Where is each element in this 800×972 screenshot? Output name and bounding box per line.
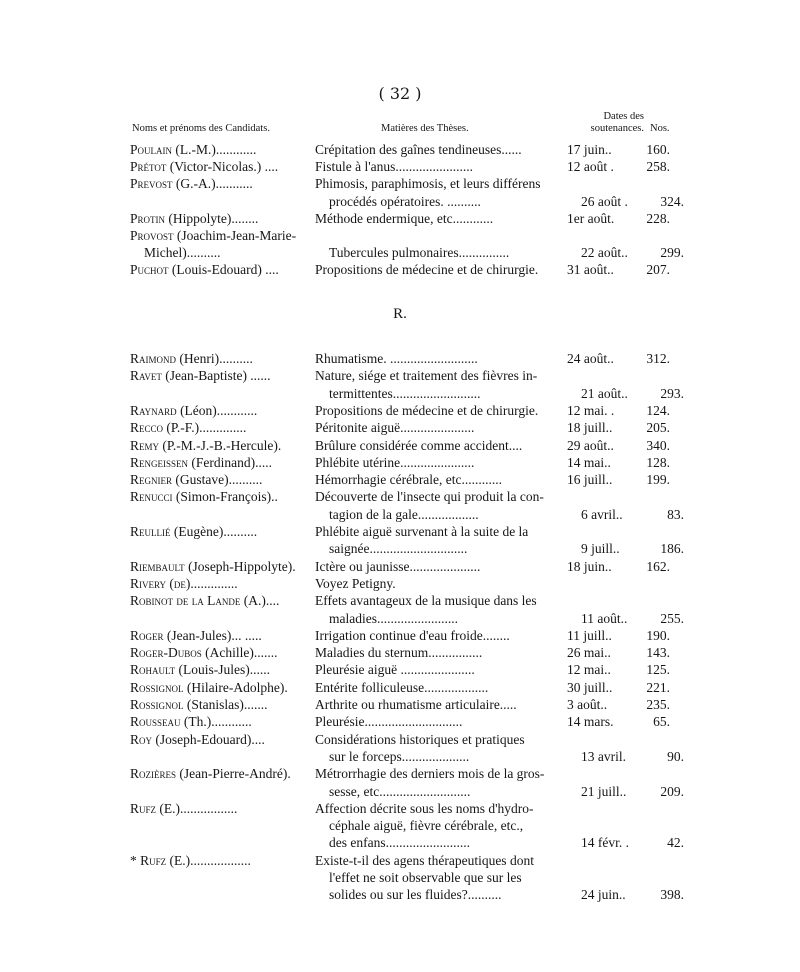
thesis-number [635,852,670,869]
list-item [130,402,670,419]
thesis-subject: Hémorrhagie cérébrale, etc............ [315,472,503,488]
list-item [130,506,684,523]
defense-date: 17 juin.. [567,142,612,157]
defense-date: 9 juill.. [581,541,620,557]
candidate-surname: Rousseau [130,714,181,730]
thesis-subject: des enfans......................... [329,835,470,851]
candidate-name [130,402,315,419]
defense-date: 26 août . [581,193,628,209]
candidate-name [130,627,315,644]
thesis-number [635,575,670,592]
candidate-surname: Roy [130,731,153,747]
defense-date: 13 avril. [581,748,626,764]
candidate-name [130,592,315,609]
list-item [130,696,670,713]
candidate-surname: Protin [130,210,166,226]
thesis-subject: maladies........................ [329,610,458,626]
list-item [130,210,670,227]
list-item [130,817,670,834]
thesis-subject: sesse, etc........................... [329,783,471,799]
defense-date [581,869,649,886]
candidate-given-names: (Stanislas)....... [183,697,268,712]
candidate-given-names: (Joseph-Edouard).... [152,731,265,747]
defense-date: 21 août.. [581,385,628,401]
defense-date [581,817,649,834]
candidate-name [130,385,315,402]
candidate-surname: Recco [130,420,164,436]
thesis-number: 207. [646,262,670,278]
thesis-subject: Fistule à l'anus....................... [315,159,474,175]
thesis-number: 221. [646,679,670,695]
thesis-number [635,175,670,192]
thesis-subject: Propositions de médecine et de chirurgie. [315,262,539,278]
thesis-number [635,592,670,609]
header-dates: Dates des soutenances. [590,111,644,134]
candidate-name [130,713,315,730]
list-item [130,385,684,402]
candidate-surname: Raynard [130,402,177,418]
list-item [130,488,670,505]
thesis-number: 160. [646,142,670,157]
thesis-number: 340. [646,437,670,453]
defense-date: 6 avril.. [581,506,623,522]
thesis-subject: Tubercules pulmonaires............... [329,245,510,261]
candidate-surname: Poulain [130,142,173,157]
candidate-name [130,193,315,210]
candidate-name [130,454,315,471]
candidate-given-names: (Ferdinand)..... [188,454,272,470]
thesis-subject: Nature, siége et traitement des fièvres in- [315,368,538,384]
thesis-subject: Rhumatisme. .......................... [315,351,478,366]
thesis-number: 209. [660,783,684,799]
candidate-name [130,350,315,367]
thesis-number [635,731,670,748]
candidate-name [130,261,315,278]
candidate-given-names: (Victor-Nicolas.) .... [166,159,279,175]
thesis-number: 143. [646,645,670,661]
thesis-subject: Crépitation des gaînes tendineuses...... [315,142,522,157]
list-item [130,765,670,782]
list-item [130,661,670,678]
thesis-subject: céphale aiguë, fièvre cérébrale, etc., [329,818,524,834]
thesis-subject: Pleurésie aiguë ...................... [315,662,475,678]
candidate-surname: Provost [130,228,174,243]
defense-date: 24 août.. [567,351,614,366]
list-item [130,261,670,278]
thesis-subject: Brûlure considérée comme accident.... [315,437,523,453]
list-item [130,731,670,748]
thesis-subject: Méthode endermique, etc............ [315,210,494,226]
candidate-given-names: (P.-F.).............. [163,420,247,436]
candidate-surname: Rossignol [130,697,184,712]
candidate-surname: Rengeissen [130,454,189,470]
page-number: ( 32 ) [378,84,422,103]
candidate-name [130,748,315,765]
candidate-name [130,437,315,454]
candidate-name [130,869,315,886]
candidate-given-names: (Henri).......... [176,351,253,366]
defense-date: 11 juill.. [567,627,612,643]
thesis-number: 255. [660,610,684,626]
thesis-number: 190. [646,627,670,643]
candidate-given-names: (E.).................. [166,852,251,868]
defense-date [567,765,635,782]
candidate-surname: Puchot [130,262,169,278]
defense-date: 22 août.. [581,245,628,261]
thesis-subject: procédés opératoires. .......... [329,193,481,209]
candidate-given-names: (Achille)....... [201,645,278,661]
list-item [130,244,684,261]
list-item [130,748,684,765]
thesis-number: 324. [660,193,684,209]
thesis-subject: l'effet ne soit observable que sur les [329,870,522,885]
thesis-number: 205. [646,420,670,436]
candidate-name [130,765,315,782]
candidate-given-names: (E.)................. [156,800,238,816]
thesis-number [649,869,684,886]
thesis-subject: Maladies du sternum................ [315,645,483,661]
thesis-subject: Voyez Petigny. [315,575,396,591]
thesis-subject: Considérations historiques et pratiques [315,731,525,747]
list-item [130,141,670,158]
list-item [130,367,670,384]
defense-date: 14 févr. . [581,835,629,851]
candidate-name [130,367,315,384]
thesis-number: 199. [646,472,670,488]
thesis-subject: Propositions de médecine et de chirurgie. [315,402,539,418]
thesis-subject: tagion de la gale.................. [329,506,479,522]
candidate-name [130,488,315,505]
candidate-surname: Prétot [130,159,167,175]
list-item [130,437,670,454]
thesis-subject: Phimosis, paraphimosis, et leurs différens [315,176,541,192]
candidate-name [130,506,315,523]
candidate-given-names: (Th.)............ [180,714,252,730]
list-item [130,454,670,471]
thesis-number: 125. [646,662,670,678]
candidate-surname: Roger-Dubos [130,645,202,661]
thesis-number: 65. [653,714,670,730]
thesis-subject: Affection décrite sous les noms d'hydro- [315,800,534,816]
candidate-surname: Riembault [130,558,185,574]
thesis-number [635,800,670,817]
header-number: Nos. [650,123,670,134]
candidate-given-names: (Joseph-Hippolyte). [184,558,296,574]
list-item [130,644,670,661]
list-item [130,419,670,436]
list-item [130,575,670,592]
list-item [130,852,670,869]
list-item [130,523,670,540]
list-item [130,158,670,175]
thesis-number: 228. [646,210,670,226]
list-item [130,175,670,192]
candidate-name [130,158,315,175]
candidate-given-names: (Simon-François).. [172,489,278,505]
list-item [130,679,670,696]
defense-date: 24 juin.. [581,887,626,903]
defense-date [567,800,635,817]
thesis-subject: Existe-t-il des agens thérapeutiques dont [315,852,534,868]
list-item [130,800,670,817]
candidate-surname: Reullié [130,524,171,539]
thesis-subject: Effets avantageux de la musique dans les [315,593,537,609]
defense-date [567,175,635,192]
defense-date: 14 mars. [567,714,614,730]
thesis-number: 124. [646,402,670,418]
thesis-subject: Irrigation continue d'eau froide........ [315,627,510,643]
candidate-given-names: (Jean-Baptiste) ...... [161,368,271,384]
candidate-surname: Remy [130,437,160,453]
list-item [130,592,670,609]
thesis-number: 299. [660,245,684,261]
candidate-surname: Rohault [130,662,176,678]
thesis-number [649,817,684,834]
candidate-name [130,540,315,557]
thesis-number [635,227,670,244]
thesis-subject: Phlébite utérine...................... [315,454,475,470]
defense-date: 12 mai.. [567,662,611,678]
defense-date: 29 août.. [567,437,614,453]
candidate-surname: Rossignol [130,679,184,695]
thesis-number: 293. [660,385,684,401]
candidate-name [130,696,315,713]
candidate-name [130,679,315,696]
thesis-number: 398. [660,887,684,903]
thesis-subject: sur le forceps.................... [329,748,470,764]
defense-date: 31 août.. [567,262,614,278]
candidate-name [130,244,329,261]
defense-date: 12 août . [567,159,614,175]
candidate-surname: * Rufz [130,852,167,868]
thesis-subject: Métrorrhagie des derniers mois de la gros- [315,766,545,782]
defense-date: 3 août.. [567,697,608,712]
candidate-name [130,731,315,748]
header-candidates: Noms et prénoms des Candidats. [132,123,270,134]
header-subjects: Matières des Thèses. [381,123,469,134]
candidate-given-names: (P.-M.-J.-B.-Hercule). [159,437,282,453]
candidate-name [130,523,315,540]
candidate-given-names: (L.-M.)............ [172,142,257,157]
candidate-surname: Roger [130,627,164,643]
candidate-given-names: (Hippolyte)........ [165,210,259,226]
list-item [130,869,670,886]
thesis-number: 186. [660,541,684,557]
thesis-subject: saignée............................. [329,541,468,557]
candidate-given-names: (Joachim-Jean-Marie- [173,228,297,243]
defense-date: 21 juill.. [581,783,627,799]
thesis-number: 128. [646,454,670,470]
list-item [130,227,670,244]
candidate-name [130,227,315,244]
list-item [130,193,684,210]
list-item [130,610,684,627]
candidate-name [130,800,315,817]
candidate-name [130,419,315,436]
thesis-number: 162. [646,558,670,574]
defense-date [567,227,635,244]
list-item [130,540,684,557]
candidate-given-names: (A.).... [240,593,280,609]
thesis-number: 90. [667,748,684,764]
candidate-given-names: (G.-A.)........... [172,176,253,192]
candidate-surname: Regnier [130,472,172,488]
list-item [130,834,684,851]
defense-date: 16 juill.. [567,472,613,488]
thesis-number [635,765,670,782]
candidate-surname: Raimond [130,351,177,366]
candidate-name [130,141,315,158]
defense-date [567,367,635,384]
candidate-name [130,175,315,192]
defense-date: 1er août. [567,210,615,226]
thesis-subject: Péritonite aiguë...................... [315,420,475,436]
defense-date: 11 août.. [581,610,628,626]
thesis-subject: Découverte de l'insecte qui produit la con- [315,489,544,505]
candidate-name [130,210,315,227]
thesis-subject: Ictère ou jaunisse..................... [315,558,481,574]
list-item [130,471,670,488]
defense-date [567,852,635,869]
thesis-number [635,523,670,540]
list-item [130,783,684,800]
thesis-subject: solides ou sur les fluides?.......... [329,887,502,903]
list-item [130,886,684,903]
defense-date [567,575,635,592]
candidate-given-names: (Hilaire-Adolphe). [183,679,288,695]
thesis-subject: Entérite folliculeuse................... [315,679,489,695]
thesis-subject: Arthrite ou rhumatisme articulaire..... [315,697,517,712]
candidate-given-names: .............. [190,575,238,591]
defense-date: 26 mai.. [567,645,611,661]
candidate-name [130,886,315,903]
candidate-surname: Rufz [130,800,157,816]
candidate-name [130,834,315,851]
candidate-surname: Robinot de la Lande [130,593,241,609]
thesis-number [635,367,670,384]
candidate-name [130,783,315,800]
section-letter: R. [393,306,407,322]
thesis-subject: termittentes.......................... [329,385,481,401]
list-item [130,627,670,644]
list-item [130,350,670,367]
thesis-number: 258. [646,159,670,175]
thesis-subject [315,227,567,244]
candidate-given-names: (Gustave).......... [172,472,263,488]
thesis-subject: Pleurésie............................. [315,714,463,730]
candidate-name [130,610,315,627]
candidate-given-names: (Léon)............ [176,402,258,418]
list-item [130,558,670,575]
candidate-surname: Prevost [130,176,173,192]
defense-date [567,523,635,540]
defense-date: 18 juin.. [567,558,612,574]
candidate-name [130,558,315,575]
thesis-number: 42. [667,835,684,851]
defense-date: 14 mai.. [567,454,611,470]
candidate-given-names: (Louis-Edouard) .... [168,262,279,278]
defense-date: 12 mai. . [567,402,615,418]
list-item [130,713,670,730]
candidate-given-names: (Eugène).......... [170,524,258,539]
candidate-surname: Rozières [130,766,177,782]
thesis-number: 83. [667,506,684,522]
candidate-given-names: Michel).......... [144,245,221,261]
defense-date [567,488,635,505]
defense-date [567,731,635,748]
candidate-name [130,644,315,661]
thesis-number [635,488,670,505]
defense-date: 18 juill.. [567,420,613,436]
candidate-name [130,852,315,869]
candidate-surname: Ravet [130,368,162,384]
candidate-surname: Rivery (de) [130,575,191,591]
candidate-surname: Renucci [130,489,173,505]
candidate-given-names: (Jean-Jules)... ..... [163,627,262,643]
thesis-number: 312. [646,351,670,366]
thesis-subject: Phlébite aiguë survenant à la suite de la [315,524,529,539]
defense-date: 30 juill.. [567,679,613,695]
candidate-given-names: (Jean-Pierre-André). [176,766,291,782]
thesis-number: 235. [646,697,670,712]
candidate-name [130,661,315,678]
candidate-name [130,471,315,488]
defense-date [567,592,635,609]
candidate-given-names: (Louis-Jules)...... [175,662,271,678]
candidate-name [130,817,315,834]
candidate-name [130,575,315,592]
